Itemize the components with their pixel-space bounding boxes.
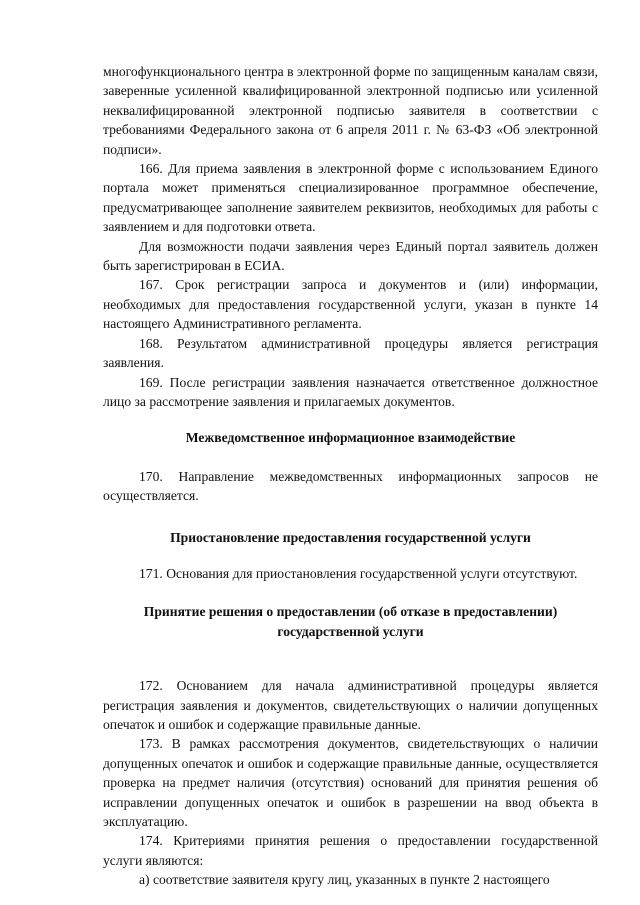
section-heading-interagency: Межведомственное информационное взаимодействие: [185, 430, 516, 446]
paragraph-169: 169. После регистрации заявления назначается ответственное должностное лицо за рассмотрение заявления и прилагаемых документов.: [103, 374, 598, 409]
paragraph-174: 174. Критериями принятия решения о предоставлении государственной услуги являются:: [103, 833, 598, 868]
paragraph-171: 171. Основания для приостановления государственной услуги отсутствуют.: [139, 565, 578, 581]
paragraph-170: 170. Направление межведомственных информационных запросов не осуществляется.: [103, 468, 598, 504]
section-heading-decision-line-1: Принятие решения о предоставлении (об отказе в предоставлении): [143, 604, 558, 620]
paragraph-166: 166. Для приема заявления в электронной форме с использованием Единого портала может применяться специализированное программное обеспечение, предусматривающее заполнение заявителем реквизитов, необходимых для работы с заявлением и для подготовки ответа.: [103, 161, 598, 235]
section-heading-decision-line-2: государственной услуги: [277, 623, 424, 639]
paragraph-165-continuation: многофункционального центра в электронной форме по защищенным каналам связи, заверенные усиленной квалифицированной электронной подписью или усиленной неквалифицированной электронной подписью заявителя в соответствии с требованиями Федерального закона от 6 апреля 2011 г. № 63-ФЗ «Об электронной подписи».: [103, 64, 598, 157]
paragraph-esia: Для возможности подачи заявления через Единый портал заявитель должен быть зарегистрирован в ЕСИА.: [103, 238, 598, 274]
paragraph-168: 168. Результатом административной процедуры является регистрация заявления.: [103, 335, 598, 371]
paragraph-174-item-a: а) соответствие заявителя кругу лиц, указанных в пункте 2 настоящего: [139, 872, 550, 888]
paragraph-167: 167. Срок регистрации запроса и документов и (или) информации, необходимых для предоставления государственной услуги, указан в пункте 14 настоящего Административного регламента.: [103, 277, 598, 332]
section-heading-suspension: Приостановление предоставления государственной услуги: [170, 529, 531, 545]
paragraph-173: 173. В рамках рассмотрения документов, свидетельствующих о наличии допущенных опечаток и ошибок и содержащие правильные данные, осуществляется проверка на предмет наличия (отсутствия) оснований для принятия решения об исправлении допущенных опечаток и ошибок в разрешении на ввод объекта в эксплуатацию.: [103, 736, 598, 829]
paragraph-172: 172. Основанием для начала административной процедуры является регистрация заявления и документов, свидетельствующих о наличии допущенных опечаток и ошибок и содержащие правильные данные.: [103, 678, 598, 732]
